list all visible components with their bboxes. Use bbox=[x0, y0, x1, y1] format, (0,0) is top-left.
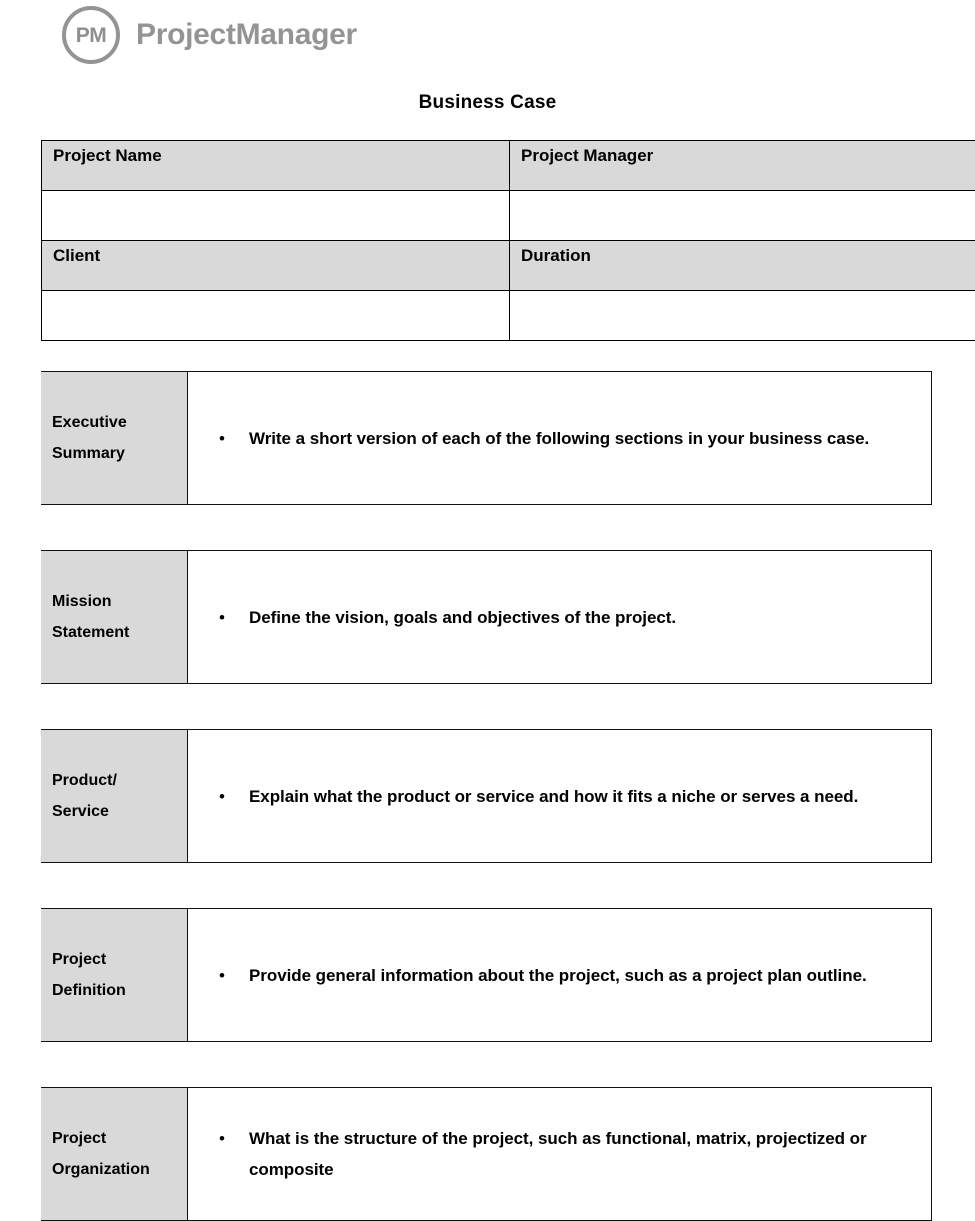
section-label-line2: Statement bbox=[52, 617, 129, 648]
section-label-line1: Project bbox=[52, 944, 126, 975]
bullet-text: What is the structure of the project, such as functional, matrix, projectized or composite bbox=[249, 1123, 917, 1185]
bullet-item bbox=[188, 781, 917, 812]
brand-logo bbox=[62, 6, 357, 64]
bullet-item bbox=[188, 423, 917, 454]
section-label-line1: Executive bbox=[52, 407, 127, 438]
bullet-text: Define the vision, goals and objectives of the project. bbox=[249, 602, 917, 633]
section-body[interactable] bbox=[188, 372, 931, 504]
brand-wordmark: ProjectManager bbox=[136, 20, 357, 50]
bullet-icon: • bbox=[0, 960, 249, 991]
bullet-text: Explain what the product or service and how it fits a niche or serves a need. bbox=[249, 781, 917, 812]
section-project-definition bbox=[41, 908, 932, 1042]
section-body[interactable] bbox=[188, 1088, 931, 1220]
bullet-text: Write a short version of each of the following sections in your business case. bbox=[249, 423, 917, 454]
logo-mark-label: PM bbox=[76, 25, 107, 46]
bullet-icon: • bbox=[0, 1123, 249, 1154]
section-label-line2: Summary bbox=[52, 438, 127, 469]
section-label-line2: Service bbox=[52, 796, 117, 827]
cell-project-name-label: Project Name bbox=[42, 141, 510, 191]
bullet-icon: • bbox=[0, 423, 249, 454]
section-body[interactable] bbox=[188, 909, 931, 1041]
cell-project-manager-label: Project Manager bbox=[510, 141, 975, 191]
cell-duration-label: Duration bbox=[510, 241, 975, 291]
section-product-service bbox=[41, 729, 932, 863]
section-label-line1: Project bbox=[52, 1123, 150, 1154]
section-project-organization bbox=[41, 1087, 932, 1221]
section-label bbox=[41, 1088, 188, 1220]
section-body[interactable] bbox=[188, 730, 931, 862]
page-title: Business Case bbox=[0, 92, 975, 114]
cell-project-name-value[interactable] bbox=[42, 191, 510, 241]
section-body[interactable] bbox=[188, 551, 931, 683]
section-label-line1: Mission bbox=[52, 586, 129, 617]
section-label-line2: Organization bbox=[52, 1154, 150, 1185]
table-row bbox=[42, 141, 975, 191]
bullet-item bbox=[188, 960, 917, 991]
pm-circle-logo-icon bbox=[62, 6, 120, 64]
bullet-icon: • bbox=[0, 781, 249, 812]
bullet-icon: • bbox=[0, 602, 249, 633]
table-row bbox=[42, 241, 975, 291]
project-info-table bbox=[41, 140, 975, 341]
section-label-line1: Product/ bbox=[52, 765, 117, 796]
cell-client-value[interactable] bbox=[42, 291, 510, 341]
section-mission-statement bbox=[41, 550, 932, 684]
cell-project-manager-value[interactable] bbox=[510, 191, 975, 241]
cell-duration-value[interactable] bbox=[510, 291, 975, 341]
bullet-item bbox=[188, 602, 917, 633]
section-executive-summary bbox=[41, 371, 932, 505]
bullet-text: Provide general information about the project, such as a project plan outline. bbox=[249, 960, 917, 991]
bullet-item bbox=[188, 1123, 917, 1185]
cell-client-label: Client bbox=[42, 241, 510, 291]
table-row bbox=[42, 291, 975, 341]
table-row bbox=[42, 191, 975, 241]
section-label-line2: Definition bbox=[52, 975, 126, 1006]
